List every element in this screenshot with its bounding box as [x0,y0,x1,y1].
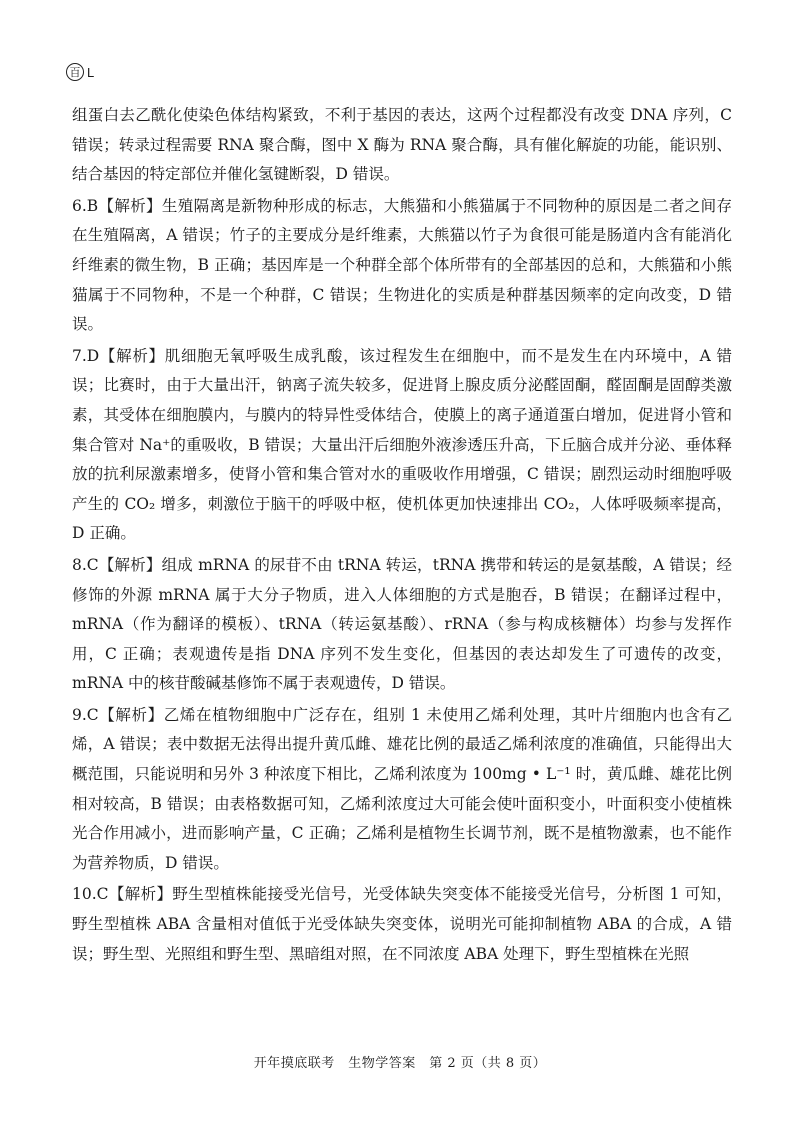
answer-7: 7.D【解析】肌细胞无氧呼吸生成乳酸，该过程发生在细胞中，而不是发生在内环境中，A 错误；比赛时，由于大量出汗，钠离子流失较多，促进肾上腺皮质分泌醛固酮，醛固酮是固醇类激素，其受体在细胞膜内，与膜内的特异性受体结合，使膜上的离子通道蛋白增加，促进肾小管和集合管对 Na⁺的重吸收，B 错误；大量出汗后细胞外液渗透压升高，下丘脑合成并分泌、垂体释放的抗利尿激素增多，使肾小管和集合管对水的重吸收作用增强，C 错误；剧烈运动时细胞呼吸产生的 CO₂ 增多，刺激位于脑干的呼吸中枢，使机体更加快速排出 CO₂，人体呼吸频率提高，D 正确。 [72,346,732,543]
page-footer [0,1052,800,1071]
answer-10: 10.C【解析】野生型植株能接受光信号，光受体缺失突变体不能接受光信号，分析图 1 可知，野生型植株 ABA 含量相对值低于光受体缺失突变体，说明光可能抑制植物 ABA 的合成，A 错误；野生型、光照组和野生型、黑暗组对照，在不同浓度 ABA 处理下，野生型植株在光照 [72,885,732,963]
logo-circle-icon: 百 [66,63,84,81]
answer-8: 8.C【解析】组成 mRNA 的尿苷不由 tRNA 转运，tRNA 携带和转运的是氨基酸，A 错误；经修饰的外源 mRNA 属于大分子物质，进入人体细胞的方式是胞吞，B 错误；在翻译过程中，mRNA（作为翻译的模板）、tRNA（转运氨基酸）、rRNA（参与构成核糖体）均参与发挥作用，C 正确；表观遗传是指 DNA 序列不发生变化，但基因的表达却发生了可遗传的改变，mRNA 中的核苷酸碱基修饰不属于表观遗传，D 错误。 [72,555,732,693]
answer-content [72,101,732,969]
publisher-logo [66,63,94,81]
answer-9: 9.C【解析】乙烯在植物细胞中广泛存在，组别 1 未使用乙烯利处理，其叶片细胞内也含有乙烯，A 错误；表中数据无法得出提升黄瓜雌、雄花比例的最适乙烯利浓度的准确值，只能得出大概范围，只能说明和另外 3 种浓度下相比，乙烯利浓度为 100mg • L⁻¹ 时，黄瓜雌、雄花比例相对较高，B 错误；由表格数据可知，乙烯利浓度过大可能会使叶面积变小，叶面积变小使植株光合作用减小，进而影响产量，C 正确；乙烯利是植物生长调节剂，既不是植物激素，也不能作为营养物质，D 错误。 [72,705,732,872]
answer-6: 6.B【解析】生殖隔离是新物种形成的标志，大熊猫和小熊猫属于不同物种的原因是二者之间存在生殖隔离，A 错误；竹子的主要成分是纤维素，大熊猫以竹子为食很可能是肠道内含有能消化纤维素的微生物，B 正确；基因库是一个种群全部个体所带有的全部基因的总和，大熊猫和小熊猫属于不同物种，不是一个种群，C 错误；生物进化的实质是种群基因频率的定向改变，D 错误。 [72,196,732,334]
footer-text: 开年摸底联考 生物学答案 第 2 页（共 8 页） [253,1056,547,1071]
logo-letter: L [87,64,95,80]
paragraph-continuation: 组蛋白去乙酰化使染色体结构紧致，不利于基因的表达，这两个过程都没有改变 DNA 序列，C 错误；转录过程需要 RNA 聚合酶，图中 X 酶为 RNA 聚合酶，具有催化解旋的功能，能识别、结合基因的特定部位并催化氢键断裂，D 错误。 [72,106,732,184]
